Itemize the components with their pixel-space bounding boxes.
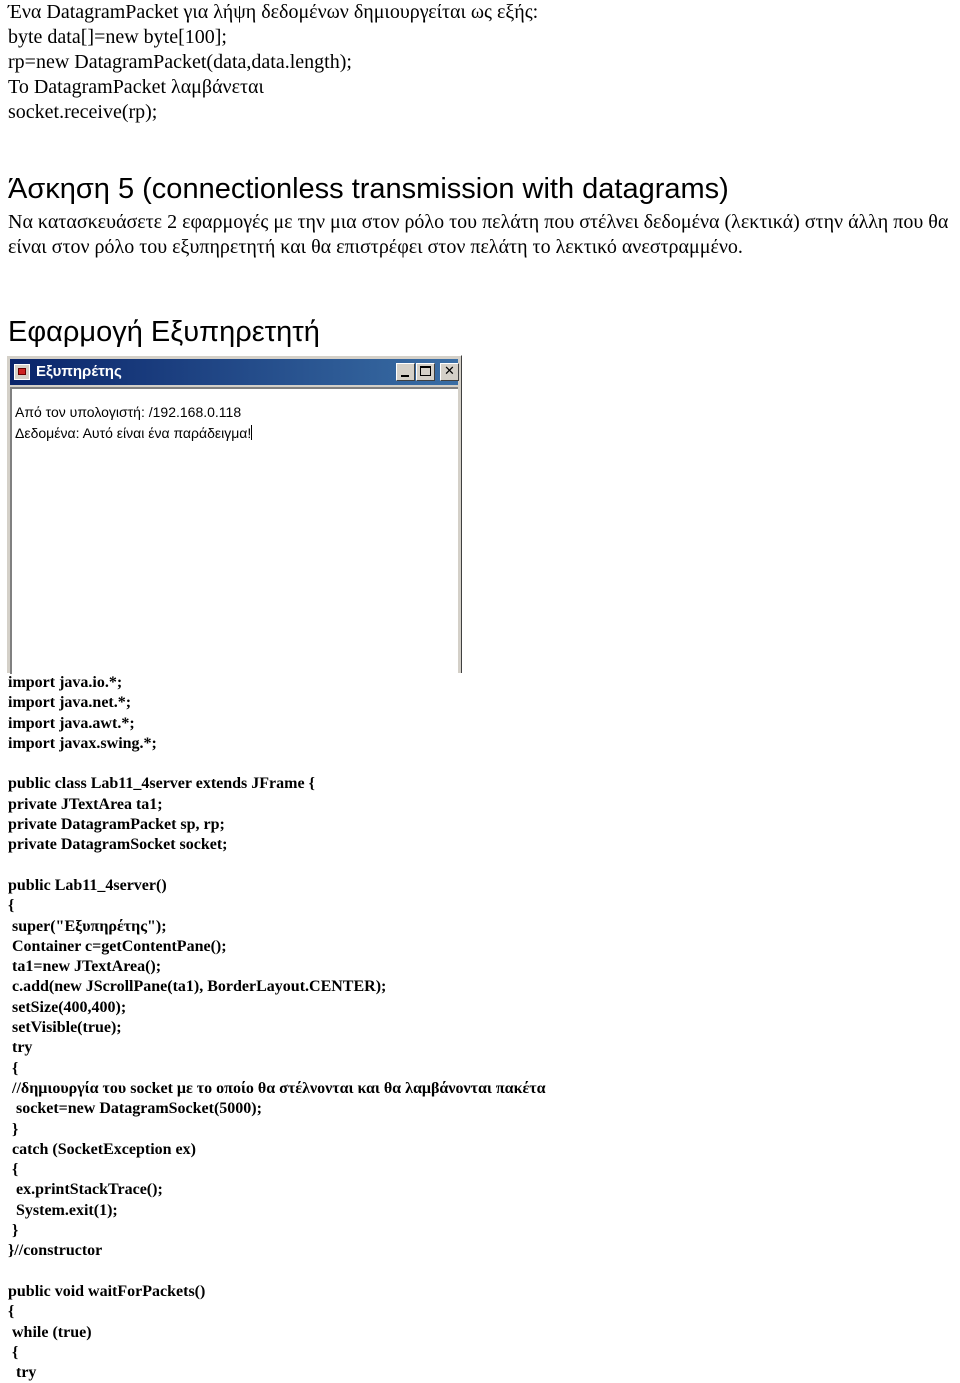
code-line: private DatagramSocket socket; (8, 836, 228, 854)
maximize-icon (420, 366, 431, 376)
intro-line: socket.receive(rp); (8, 101, 158, 123)
code-line: catch (SocketException ex) (8, 1140, 196, 1158)
code-line: while (true) (8, 1323, 92, 1341)
window-title: Εξυπηρέτης (36, 363, 122, 380)
exercise-description: Να κατασκευάσετε 2 εφαρμογές με την μια στον ρόλο του πελάτη που στέλνει δεδομένα (λεκτικά) στην άλλη που θα είναι στον ρόλο του εξυπηρετητή και θα επιστρέφει στον πελάτη το λεκτικό ανεστραμμένο. (8, 211, 949, 258)
intro-line: rp=new DatagramPacket(data,data.length); (8, 51, 352, 73)
code-line: try (8, 1364, 37, 1382)
code-line: setSize(400,400); (8, 998, 127, 1016)
server-window-screenshot (6, 355, 462, 673)
code-line: private DatagramPacket sp, rp; (8, 816, 225, 834)
code-line: { (8, 1161, 19, 1179)
text-area-line: Από τον υπολογιστή: /192.168.0.118 (15, 404, 242, 420)
code-line: try (8, 1039, 33, 1057)
code-line: import java.awt.*; (8, 714, 135, 732)
code-listing (8, 673, 546, 1383)
code-line: import java.net.*; (8, 694, 132, 712)
code-line: c.add(new JScrollPane(ta1), BorderLayout.CENTER); (8, 978, 387, 996)
intro-line: byte data[]=new byte[100]; (8, 26, 227, 48)
close-icon: ✕ (444, 364, 455, 379)
code-line: public Lab11_4server() (8, 876, 167, 894)
code-line: ta1=new JTextArea(); (8, 958, 162, 976)
close-button[interactable] (440, 363, 459, 381)
code-line: Container c=getContentPane(); (8, 937, 227, 955)
code-line: { (8, 1343, 19, 1361)
code-line: ex.printStackTrace(); (8, 1181, 163, 1199)
code-line: setVisible(true); (8, 1019, 122, 1037)
code-line (8, 754, 546, 774)
server-heading: Εφαρμογή Εξυπηρετητή (8, 316, 320, 348)
code-line: { (8, 1303, 15, 1321)
intro-line: Ένα DatagramPacket για λήψη δεδομένων δημιουργείται ως εξής: (8, 1, 539, 23)
code-line: private JTextArea ta1; (8, 795, 163, 813)
code-line: public void waitForPackets() (8, 1282, 206, 1300)
code-line: socket=new DatagramSocket(5000); (8, 1100, 262, 1118)
code-line: } (8, 1222, 19, 1240)
code-line: //δημιουργία του socket με το οποίο θα στέλνονται και θα λαμβάνονται πακέτα (8, 1079, 546, 1097)
window-titlebar (10, 359, 458, 385)
code-line: public class Lab11_4server extends JFrame { (8, 775, 315, 793)
code-line: { (8, 1059, 19, 1077)
code-line: import javax.swing.*; (8, 734, 157, 752)
code-line: } (8, 1120, 19, 1138)
intro-line: Το DatagramPacket λαμβάνεται (8, 76, 264, 98)
code-line (8, 856, 546, 876)
code-line: }//constructor (8, 1242, 103, 1260)
java-app-icon (14, 364, 30, 380)
code-line: System.exit(1); (8, 1201, 118, 1219)
code-line: import java.io.*; (8, 674, 123, 691)
code-line: { (8, 897, 15, 915)
minimize-button[interactable] (396, 363, 415, 381)
minimize-icon (401, 375, 409, 377)
text-caret (251, 425, 252, 440)
text-area-line: Δεδομένα: Αυτό είναι ένα παράδειγμα! (15, 425, 252, 441)
code-line: super("Εξυπηρέτης"); (8, 917, 167, 935)
intro-block (8, 0, 538, 125)
code-line (8, 1262, 546, 1282)
server-text-area[interactable] (10, 387, 458, 674)
exercise-title: Άσκηση 5 (connectionless transmission with datagrams) (8, 173, 729, 205)
maximize-button[interactable] (416, 363, 435, 381)
